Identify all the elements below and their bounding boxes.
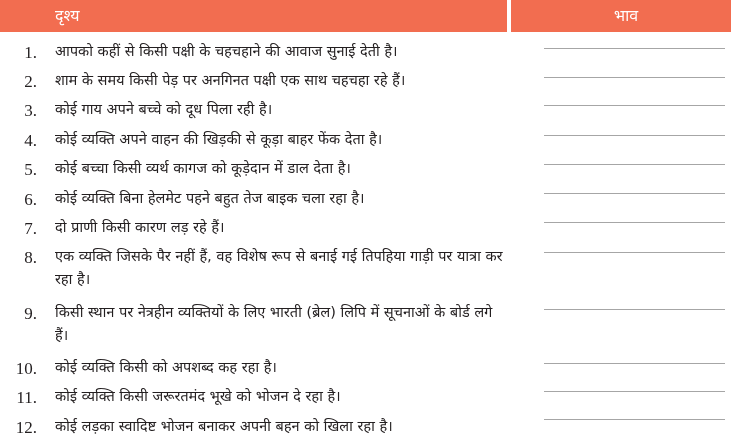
row-number: 5.	[24, 160, 37, 179]
answer-blank-line[interactable]	[544, 164, 725, 165]
scene-text: कोई गाय अपने बच्चे को दूध पिला रही है।	[55, 102, 273, 118]
row-number: 8.	[24, 248, 37, 267]
scene-text: कोई व्यक्ति किसी को अपशब्द कह रहा है।	[55, 360, 277, 376]
row-number: 1.	[24, 43, 37, 62]
answer-blank-line[interactable]	[544, 419, 725, 420]
scene-column-header	[0, 0, 507, 32]
scene-text: कोई लड़का स्वादिष्ट भोजन बनाकर अपनी बहन को खिला रहा है।	[55, 419, 393, 435]
answer-blank-line[interactable]	[544, 391, 725, 392]
scene-text: कोई व्यक्ति बिना हेलमेट पहने बहुत तेज बाइक चला रहा है।	[55, 191, 365, 207]
row-number: 9.	[24, 304, 37, 323]
scene-text: दो प्राणी किसी कारण लड़ रहे हैं।	[55, 220, 225, 236]
row-number: 2.	[24, 72, 37, 91]
scene-text: कोई बच्चा किसी व्यर्थ कागज को कूड़ेदान में डाल देता है।	[55, 161, 351, 177]
row-number: 3.	[24, 101, 37, 120]
scene-text: आपको कहीं से किसी पक्षी के चहचहाने की आवाज सुनाई देती है।	[55, 44, 398, 60]
scene-text: कोई व्यक्ति अपने वाहन की खिड़की से कूड़ा बाहर फेंक देता है।	[55, 132, 383, 148]
row-number: 4.	[24, 131, 37, 150]
answer-blank-line[interactable]	[544, 48, 725, 49]
answer-blank-line[interactable]	[544, 363, 725, 364]
answer-blank-line[interactable]	[544, 193, 725, 194]
answer-blank-line[interactable]	[544, 309, 725, 310]
answer-blank-line[interactable]	[544, 252, 725, 253]
feeling-column-label: भाव	[613, 6, 639, 25]
row-number: 12.	[15, 418, 37, 437]
answer-blank-line[interactable]	[544, 105, 725, 106]
row-number: 10.	[15, 359, 37, 378]
scene-text: कोई व्यक्ति किसी जरूरतमंद भूखे को भोजन दे रहा है।	[55, 389, 341, 405]
scene-text: शाम के समय किसी पेड़ पर अनगिनत पक्षी एक साथ चहचहा रहे हैं।	[55, 73, 406, 89]
row-number: 11.	[16, 388, 37, 407]
scene-column-label: दृश्य	[55, 6, 80, 25]
feeling-column-header	[511, 0, 731, 32]
answer-blank-line[interactable]	[544, 135, 725, 136]
answer-blank-line[interactable]	[544, 77, 725, 78]
scene-text: एक व्यक्ति जिसके पैर नहीं हैं, वह विशेष रूप से बनाई गई तिपहिया गाड़ी पर यात्रा कर रहा है।	[55, 249, 503, 288]
scene-text: किसी स्थान पर नेत्रहीन व्यक्तियों के लिए भारती (ब्रेल) लिपि में सूचनाओं के बोर्ड लगे हैं।	[55, 305, 493, 344]
row-number: 6.	[24, 190, 37, 209]
answer-blank-line[interactable]	[544, 222, 725, 223]
row-number: 7.	[24, 219, 37, 238]
